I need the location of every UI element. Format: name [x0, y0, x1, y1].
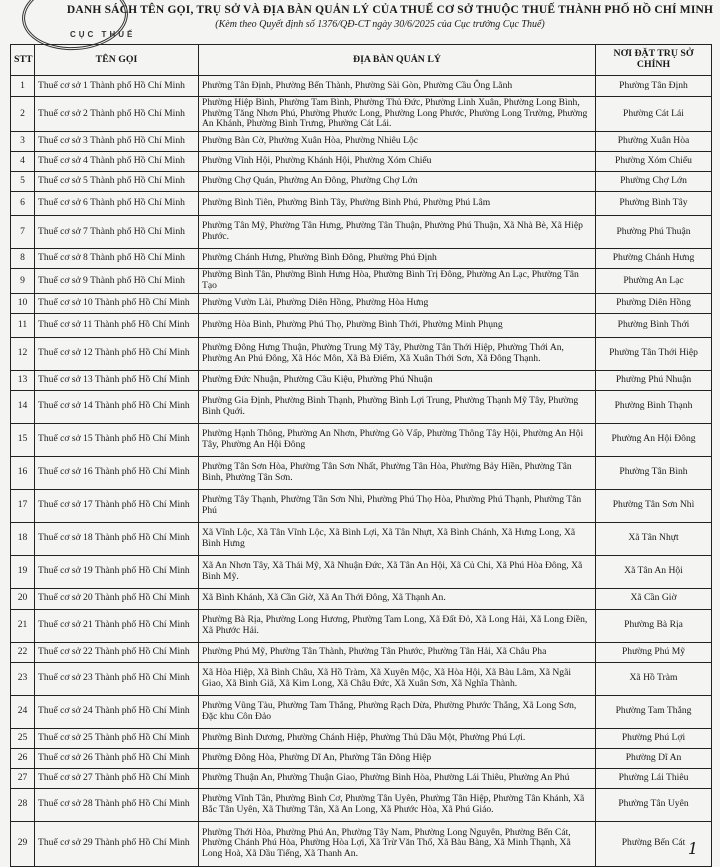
- row-name: Thuế cơ sở 19 Thành phố Hồ Chí Minh: [35, 555, 199, 588]
- row-stt: 5: [11, 172, 35, 192]
- row-hq: Phường Phú Mỹ: [596, 642, 712, 662]
- row-hq: Phường Tân Uyên: [596, 788, 712, 821]
- row-area: Phường Bình Tân, Phường Bình Hưng Hòa, Phường Bình Trị Đông, Phường An Lạc, Phường Tân Tạo: [199, 269, 596, 293]
- row-area: Phường Bình Tiên, Phường Bình Tây, Phường Bình Phú, Phường Phú Lâm: [199, 192, 596, 216]
- row-name: Thuế cơ sở 28 Thành phố Hồ Chí Minh: [35, 788, 199, 821]
- row-hq: Phường Bến Cát: [596, 821, 712, 866]
- table-row: [11, 695, 712, 728]
- row-area: Phường Hiệp Bình, Phường Tam Bình, Phường Thủ Đức, Phường Linh Xuân, Phường Long Bình, Phường Tăng Nhơn Phú, Phường Phước Long, Phường Long Phước, Phường Long Trường, Phường An Khánh, Phường Bình Trưng, Phường Cát Lái.: [199, 97, 596, 132]
- row-stt: 10: [11, 293, 35, 313]
- row-stt: 17: [11, 489, 35, 522]
- row-hq: Xã Tân Nhựt: [596, 522, 712, 555]
- table-row: [11, 172, 712, 192]
- row-stt: 8: [11, 249, 35, 269]
- row-area: Xã An Nhơn Tây, Xã Thái Mỹ, Xã Nhuận Đức, Xã Tân An Hội, Xã Củ Chi, Xã Phú Hòa Đông, Xã Bình Mỹ.: [199, 555, 596, 588]
- row-name: Thuế cơ sở 8 Thành phố Hồ Chí Minh: [35, 249, 199, 269]
- table-row: [11, 768, 712, 788]
- table-row: [11, 293, 712, 313]
- row-area: Phường Hạnh Thông, Phường An Nhơn, Phường Gò Vấp, Phường Thông Tây Hội, Phường An Hội Tây, Phường An Hội Đông: [199, 423, 596, 456]
- header-hq: NƠI ĐẶT TRỤ SỞ CHÍNH: [596, 45, 712, 76]
- row-name: Thuế cơ sở 12 Thành phố Hồ Chí Minh: [35, 337, 199, 370]
- row-area: Phường Bàn Cờ, Phường Xuân Hòa, Phường Nhiêu Lộc: [199, 132, 596, 152]
- row-stt: 27: [11, 768, 35, 788]
- row-name: Thuế cơ sở 10 Thành phố Hồ Chí Minh: [35, 293, 199, 313]
- table-row: [11, 337, 712, 370]
- table-row: [11, 269, 712, 293]
- row-hq: Phường Chánh Hưng: [596, 249, 712, 269]
- row-area: Phường Đức Nhuận, Phường Cầu Kiệu, Phường Phú Nhuận: [199, 370, 596, 390]
- row-hq: Phường Dĩ An: [596, 748, 712, 768]
- row-area: Phường Chánh Hưng, Phường Bình Đông, Phường Phú Định: [199, 249, 596, 269]
- row-hq: Phường Phú Lợi: [596, 728, 712, 748]
- row-area: Phường Thuận An, Phường Thuận Giao, Phường Bình Hòa, Phường Lái Thiêu, Phường An Phú: [199, 768, 596, 788]
- row-stt: 4: [11, 152, 35, 172]
- row-name: Thuế cơ sở 5 Thành phố Hồ Chí Minh: [35, 172, 199, 192]
- row-name: Thuế cơ sở 1 Thành phố Hồ Chí Minh: [35, 76, 199, 97]
- row-name: Thuế cơ sở 23 Thành phố Hồ Chí Minh: [35, 662, 199, 695]
- row-hq: Phường Chợ Lớn: [596, 172, 712, 192]
- table-row: [11, 522, 712, 555]
- header-area: ĐỊA BÀN QUẢN LÝ: [199, 45, 596, 76]
- row-name: Thuế cơ sở 26 Thành phố Hồ Chí Minh: [35, 748, 199, 768]
- table-row: [11, 456, 712, 489]
- row-area: Xã Bình Khánh, Xã Cần Giờ, Xã An Thới Đông, Xã Thạnh An.: [199, 588, 596, 609]
- row-hq: Phường Lái Thiêu: [596, 768, 712, 788]
- row-name: Thuế cơ sở 16 Thành phố Hồ Chí Minh: [35, 456, 199, 489]
- row-area: Phường Tân Sơn Hòa, Phường Tân Sơn Nhất, Phường Tân Hòa, Phường Bảy Hiền, Phường Tân Bình, Phường Tân Sơn.: [199, 456, 596, 489]
- row-hq: Phường Diên Hồng: [596, 293, 712, 313]
- row-stt: 15: [11, 423, 35, 456]
- row-stt: 24: [11, 695, 35, 728]
- row-name: Thuế cơ sở 24 Thành phố Hồ Chí Minh: [35, 695, 199, 728]
- row-stt: 18: [11, 522, 35, 555]
- row-area: Phường Thới Hòa, Phường Phú An, Phường Tây Nam, Phường Long Nguyên, Phường Bến Cát, Phường Chánh Phú Hòa, Phường Hòa Lợi, Xã Trừ Văn Thố, Xã Bàu Bàng, Xã Minh Thạnh, Xã Long Hoà, Xã Dầu Tiếng, Xã Thanh An.: [199, 821, 596, 866]
- row-area: Phường Bà Rịa, Phường Long Hương, Phường Tam Long, Xã Đất Đỏ, Xã Long Hải, Xã Long Điền, Xã Phước Hải.: [199, 609, 596, 642]
- row-area: Phường Vĩnh Hội, Phường Khánh Hội, Phường Xóm Chiếu: [199, 152, 596, 172]
- row-hq: Phường Tân Thới Hiệp: [596, 337, 712, 370]
- row-name: Thuế cơ sở 3 Thành phố Hồ Chí Minh: [35, 132, 199, 152]
- row-stt: 9: [11, 269, 35, 293]
- row-stt: 7: [11, 216, 35, 249]
- table-row: [11, 748, 712, 768]
- row-area: Phường Hòa Bình, Phường Phú Thọ, Phường Bình Thới, Phường Minh Phụng: [199, 313, 596, 337]
- tax-office-table: [10, 44, 712, 867]
- table-row: [11, 588, 712, 609]
- table-row: [11, 370, 712, 390]
- row-stt: 19: [11, 555, 35, 588]
- table-row: [11, 152, 712, 172]
- row-name: Thuế cơ sở 17 Thành phố Hồ Chí Minh: [35, 489, 199, 522]
- row-area: Phường Tân Mỹ, Phường Tân Hưng, Phường Tân Thuận, Phường Phú Thuận, Xã Nhà Bè, Xã Hiệp Phước.: [199, 216, 596, 249]
- row-name: Thuế cơ sở 20 Thành phố Hồ Chí Minh: [35, 588, 199, 609]
- row-name: Thuế cơ sở 18 Thành phố Hồ Chí Minh: [35, 522, 199, 555]
- table-row: [11, 821, 712, 866]
- table-row: [11, 489, 712, 522]
- row-hq: Xã Cần Giờ: [596, 588, 712, 609]
- row-name: Thuế cơ sở 22 Thành phố Hồ Chí Minh: [35, 642, 199, 662]
- table-row: [11, 313, 712, 337]
- table-row: [11, 609, 712, 642]
- row-area: Xã Hòa Hiệp, Xã Bình Châu, Xã Hồ Tràm, Xã Xuyên Mộc, Xã Hòa Hội, Xã Bàu Lâm, Xã Ngãi Giao, Xã Bình Giã, Xã Kim Long, Xã Châu Đức, Xã Xuân Sơn, Xã Nghĩa Thành.: [199, 662, 596, 695]
- table-row: [11, 662, 712, 695]
- row-name: Thuế cơ sở 9 Thành phố Hồ Chí Minh: [35, 269, 199, 293]
- row-hq: Phường Bình Tây: [596, 192, 712, 216]
- row-hq: Phường Tân Sơn Nhì: [596, 489, 712, 522]
- row-hq: Xã Tân An Hội: [596, 555, 712, 588]
- row-area: Phường Tây Thạnh, Phường Tân Sơn Nhì, Phường Phú Thọ Hòa, Phường Phú Thạnh, Phường Tân Phú: [199, 489, 596, 522]
- row-name: Thuế cơ sở 14 Thành phố Hồ Chí Minh: [35, 390, 199, 423]
- document-subtitle: (Kèm theo Quyết định số 1376/QĐ-CT ngày 30/6/2025 của Cục trưởng Cục Thuế): [215, 19, 545, 30]
- table-header-row: [11, 45, 712, 76]
- row-hq: Phường Cát Lái: [596, 97, 712, 132]
- row-area: Phường Bình Dương, Phường Chánh Hiệp, Phường Thủ Dầu Một, Phường Phú Lợi.: [199, 728, 596, 748]
- row-area: Phường Gia Định, Phường Bình Thạnh, Phường Bình Lợi Trung, Phường Thạnh Mỹ Tây, Phường Bình Quới.: [199, 390, 596, 423]
- row-area: Phường Chợ Quán, Phường An Đông, Phường Chợ Lớn: [199, 172, 596, 192]
- row-name: Thuế cơ sở 29 Thành phố Hồ Chí Minh: [35, 821, 199, 866]
- row-name: Thuế cơ sở 21 Thành phố Hồ Chí Minh: [35, 609, 199, 642]
- row-stt: 11: [11, 313, 35, 337]
- table-row: [11, 132, 712, 152]
- row-name: Thuế cơ sở 27 Thành phố Hồ Chí Minh: [35, 768, 199, 788]
- row-stt: 28: [11, 788, 35, 821]
- row-stt: 13: [11, 370, 35, 390]
- table-row: [11, 390, 712, 423]
- row-area: Phường Vườn Lài, Phường Diên Hồng, Phường Hòa Hưng: [199, 293, 596, 313]
- row-stt: 29: [11, 821, 35, 866]
- table-row: [11, 249, 712, 269]
- row-stt: 6: [11, 192, 35, 216]
- row-name: Thuế cơ sở 2 Thành phố Hồ Chí Minh: [35, 97, 199, 132]
- row-area: Xã Vĩnh Lộc, Xã Tân Vĩnh Lộc, Xã Bình Lợi, Xã Tân Nhựt, Xã Bình Chánh, Xã Hưng Long, Xã Bình Hưng: [199, 522, 596, 555]
- table-row: [11, 555, 712, 588]
- row-area: Phường Tân Định, Phường Bến Thành, Phường Sài Gòn, Phường Cầu Ông Lãnh: [199, 76, 596, 97]
- row-stt: 12: [11, 337, 35, 370]
- row-area: Phường Vũng Tàu, Phường Tam Thắng, Phường Rạch Dừa, Phường Phước Thắng, Xã Long Sơn, Đặc khu Côn Đảo: [199, 695, 596, 728]
- table-row: [11, 788, 712, 821]
- row-name: Thuế cơ sở 15 Thành phố Hồ Chí Minh: [35, 423, 199, 456]
- row-hq: Phường Bình Thạnh: [596, 390, 712, 423]
- row-stt: 20: [11, 588, 35, 609]
- row-stt: 26: [11, 748, 35, 768]
- row-hq: Phường Xuân Hòa: [596, 132, 712, 152]
- table-row: [11, 728, 712, 748]
- row-hq: Phường Bình Thới: [596, 313, 712, 337]
- row-name: Thuế cơ sở 7 Thành phố Hồ Chí Minh: [35, 216, 199, 249]
- row-hq: Xã Hồ Tràm: [596, 662, 712, 695]
- table-row: [11, 642, 712, 662]
- row-name: Thuế cơ sở 6 Thành phố Hồ Chí Minh: [35, 192, 199, 216]
- row-hq: Phường Bà Rịa: [596, 609, 712, 642]
- row-stt: 21: [11, 609, 35, 642]
- row-stt: 16: [11, 456, 35, 489]
- signature-mark: 1: [687, 839, 698, 858]
- table-row: [11, 97, 712, 132]
- row-area: Phường Vĩnh Tân, Phường Bình Cơ, Phường Tân Uyên, Phường Tân Hiệp, Phường Tân Khánh, Xã Bắc Tân Uyên, Xã Thường Tân, Xã An Long, Xã Phước Hòa, Xã Phú Giáo.: [199, 788, 596, 821]
- row-hq: Phường Tân Bình: [596, 456, 712, 489]
- row-hq: Phường Phú Nhuận: [596, 370, 712, 390]
- row-hq: Phường An Lạc: [596, 269, 712, 293]
- row-stt: 14: [11, 390, 35, 423]
- row-stt: 2: [11, 97, 35, 132]
- row-stt: 3: [11, 132, 35, 152]
- row-name: Thuế cơ sở 11 Thành phố Hồ Chí Minh: [35, 313, 199, 337]
- row-area: Phường Đông Hòa, Phường Dĩ An, Phường Tân Đông Hiệp: [199, 748, 596, 768]
- seal-text: CỤC THUẾ: [70, 30, 136, 39]
- table-row: [11, 192, 712, 216]
- row-hq: Phường Xóm Chiếu: [596, 152, 712, 172]
- row-name: Thuế cơ sở 25 Thành phố Hồ Chí Minh: [35, 728, 199, 748]
- header-stt: STT: [11, 45, 35, 76]
- row-name: Thuế cơ sở 4 Thành phố Hồ Chí Minh: [35, 152, 199, 172]
- header-name: TÊN GỌI: [35, 45, 199, 76]
- table-row: [11, 76, 712, 97]
- row-stt: 25: [11, 728, 35, 748]
- row-hq: Phường Tân Định: [596, 76, 712, 97]
- row-area: Phường Đông Hưng Thuận, Phường Trung Mỹ Tây, Phường Tân Thới Hiệp, Phường Thới An, Phường An Phú Đông, Xã Hóc Môn, Xã Bà Điểm, Xã Xuân Thới Sơn, Xã Đông Thạnh.: [199, 337, 596, 370]
- row-name: Thuế cơ sở 13 Thành phố Hồ Chí Minh: [35, 370, 199, 390]
- table-row: [11, 216, 712, 249]
- row-stt: 23: [11, 662, 35, 695]
- row-stt: 22: [11, 642, 35, 662]
- table-row: [11, 423, 712, 456]
- row-hq: Phường An Hội Đông: [596, 423, 712, 456]
- document-title: DANH SÁCH TÊN GỌI, TRỤ SỞ VÀ ĐỊA BÀN QUẢN LÝ CỦA THUẾ CƠ SỞ THUỘC THUẾ THÀNH PHỐ HỒ CHÍ MINH: [66, 4, 714, 16]
- row-hq: Phường Phú Thuận: [596, 216, 712, 249]
- row-area: Phường Phú Mỹ, Phường Tân Thành, Phường Tân Phước, Phường Tân Hải, Xã Châu Pha: [199, 642, 596, 662]
- row-stt: 1: [11, 76, 35, 97]
- row-hq: Phường Tam Thắng: [596, 695, 712, 728]
